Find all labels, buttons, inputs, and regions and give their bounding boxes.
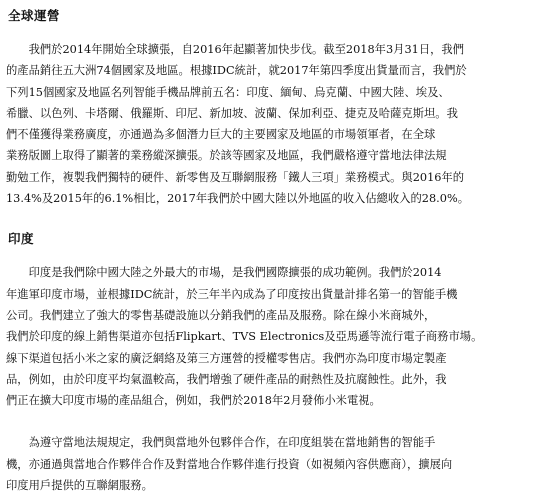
text-line: 機，亦通過與當地合作夥伴合作及對當地合作夥伴進行投資（如視頻內容供應商），擴展向 <box>6 457 453 471</box>
text-line: 們不僅獲得業務廣度，亦通過為多個潛力巨大的主要國家及地區的市場領軍者，在全球 <box>6 128 436 142</box>
paragraph-spacer <box>6 411 550 432</box>
text-line: 業務版圖上取得了顯著的業務縱深擴張。於該等國家及地區，我們嚴格遵守當地法律法規 <box>6 149 447 163</box>
text-line: 品，例如，由於印度平均氣溫較高，我們增強了硬件產品的耐熱性及抗腐蝕性。此外，我 <box>6 372 447 386</box>
text-line: 我們於2014年開始全球擴張，自2016年起顯著加快步伐。截至2018年3月31日，我們 <box>6 43 465 56</box>
section-heading-global-operations: 全球運營 <box>8 8 61 23</box>
text-line: 年進軍印度市場，並根據IDC統計，於三年半內成為了印度按出貨量計排名第一的智能手機 <box>6 287 458 301</box>
text-line: 13.4%及2015年的6.1%相比，2017年我們於中國大陸以外地區的收入佔總收入的28.0%。 <box>6 192 469 206</box>
paragraph-india-market <box>6 262 550 411</box>
text-line: 的產品銷往五大洲74個國家及地區。根據IDC統計，就2017年第四季度出貨量而言，我們於 <box>6 64 467 78</box>
text-line: 勤勉工作，複製我們獨特的硬件、新零售及互聯網服務「鐵人三項」業務模式。與2016年的 <box>6 170 465 184</box>
text-line: 印度用戶提供的互聯網服務。 <box>6 479 153 493</box>
paragraph-global-operations <box>6 39 550 209</box>
text-line: 公司。我們建立了強大的零售基礎設施以分銷我們的產品及服務。除在線小米商城外， <box>6 308 436 322</box>
text-line: 們正在擴大印度市場的產品組合，例如，我們於2018年2月發佈小米電視。 <box>6 394 381 408</box>
text-line: 我們於印度的線上銷售渠道亦包括Flipkart、TVS Electronics及亞馬遜等流行電子商務市場。 <box>6 330 483 344</box>
text-line: 線下渠道包括小米之家的廣泛網絡及第三方運營的授權零售店。我們亦為印度市場定製產 <box>6 351 447 365</box>
paragraph-india-local-compliance <box>6 432 550 496</box>
section-spacer <box>6 209 550 229</box>
text-line: 為遵守當地法規規定，我們與當地外包夥伴合作，在印度組裝在當地銷售的智能手 <box>6 436 436 450</box>
section-heading-india: 印度 <box>8 231 35 247</box>
text-line: 希臘、以色列、卡塔爾、俄羅斯、印尼、新加坡、波蘭、保加利亞、捷克及哈薩克斯坦。我 <box>6 106 458 120</box>
text-line: 印度是我們除中國大陸之外最大的市場，是我們國際擴張的成功範例。我們於2014 <box>6 266 442 280</box>
text-line: 下列15個國家及地區名列智能手機品牌前五名：印度、緬甸、烏克蘭、中國大陸、埃及、 <box>6 85 450 99</box>
